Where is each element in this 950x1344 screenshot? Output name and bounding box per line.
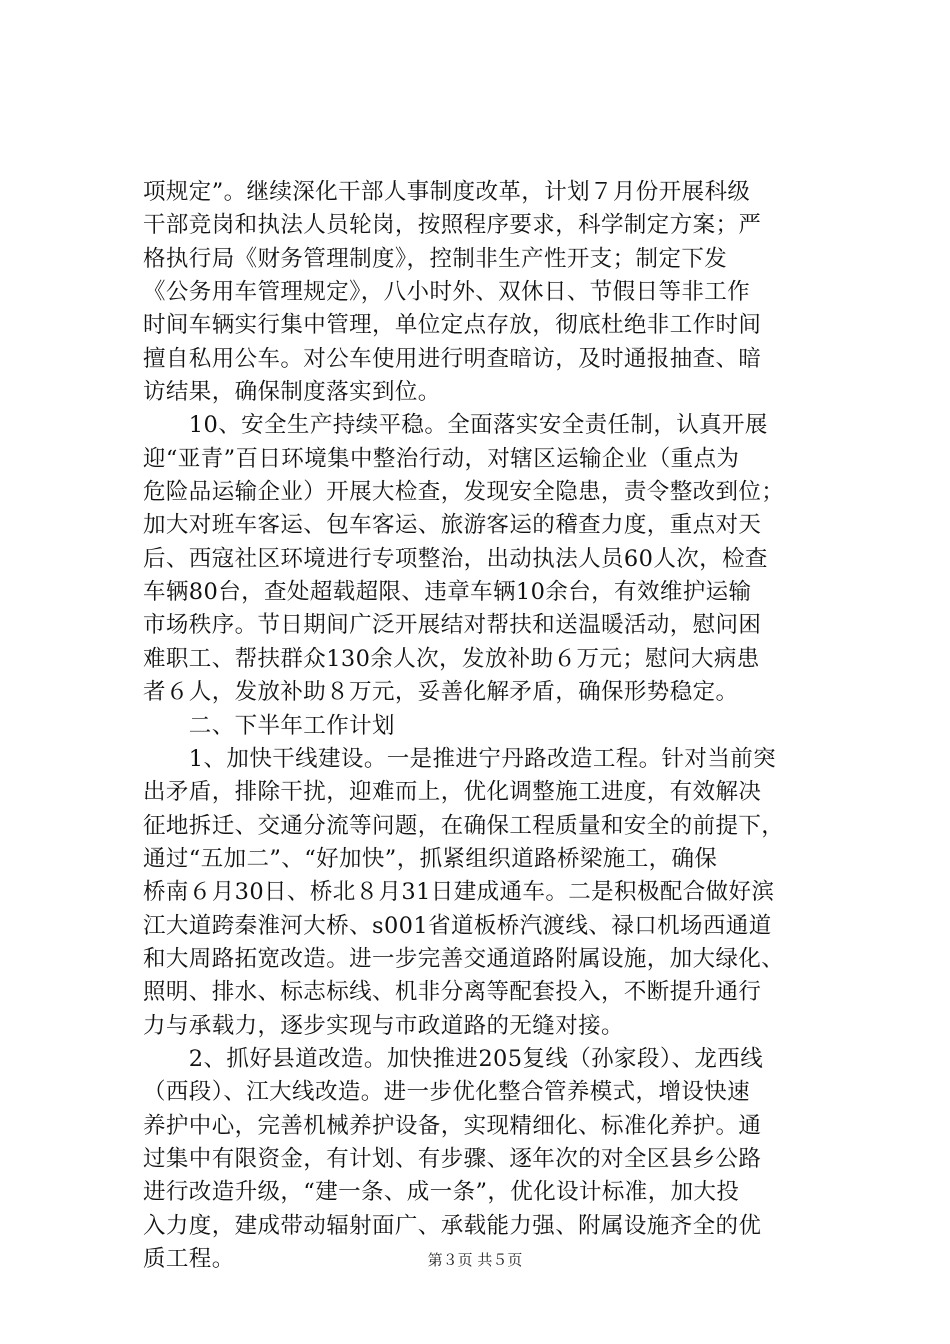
body-text-line: 访结果，确保制度落实到位。 xyxy=(143,379,441,406)
body-text-line: 照明、排水、标志标线、机非分离等配套投入，不断提升通行 xyxy=(143,979,762,1006)
page-number-footer: 第３页 共５页 xyxy=(427,1251,523,1269)
body-text-line: 迎“亚青”百日环境集中整治行动，对辖区运输企业（重点为 xyxy=(143,445,740,472)
body-text-line: 车辆80台，查处超载超限、违章车辆10余台，有效维护运输 xyxy=(143,579,752,606)
body-text-line: 擅自私用公车。对公车使用进行明查暗访，及时通报抽查、暗 xyxy=(143,345,762,372)
body-text-line: 1、加快干线建设。一是推进宁丹路改造工程。针对当前突 xyxy=(143,745,777,772)
body-text-line: 江大道跨秦淮河大桥、s001省道板桥汽渡线、禄口机场西通道 xyxy=(143,912,772,939)
body-text-line: 后、西寇社区环境进行专项整治，出动执法人员60人次，检查 xyxy=(143,545,768,572)
body-text-line: 项规定”。继续深化干部人事制度改革，计划７月份开展科级 xyxy=(143,179,751,205)
body-text-line: 危险品运输企业）开展大检查，发现安全隐患，责令整改到位； xyxy=(143,479,785,506)
body-text-line: 通过“五加二”、“好加快”，抓紧组织道路桥梁施工，确保 xyxy=(143,845,718,872)
body-text-line: 和大周路拓宽改造。进一步完善交通道路附属设施，加大绿化、 xyxy=(143,945,785,972)
body-text-line: 时间车辆实行集中管理，单位定点存放，彻底杜绝非工作时间 xyxy=(143,312,762,339)
body-text-line: 质工程。 xyxy=(143,1246,235,1272)
body-text-line: 者６人，发放补助８万元，妥善化解矛盾，确保形势稳定。 xyxy=(143,679,739,706)
body-text-line: 力与承载力，逐步实现与市政道路的无缝对接。 xyxy=(143,1012,624,1039)
body-text-line: （西段）、江大线改造。进一步优化整合管养模式，增设快速 xyxy=(143,1079,751,1106)
body-text-line: 《公务用车管理规定》，八小时外、双休日、节假日等非工作 xyxy=(143,279,751,306)
body-text-line: 干部竞岗和执法人员轮岗，按照程序要求，科学制定方案；严 xyxy=(143,212,762,239)
body-text-line: 养护中心，完善机械养护设备，实现精细化、标准化养护。通 xyxy=(143,1112,762,1139)
body-text-line: 征地拆迁、交通分流等问题，在确保工程质量和安全的前提下， xyxy=(143,812,785,839)
body-text-line: 出矛盾，排除干扰，迎难而上，优化调整施工进度，有效解决 xyxy=(143,779,762,806)
body-text-line: 桥南６月30日、桥北８月31日建成通车。二是积极配合做好滨 xyxy=(143,879,775,906)
document-body xyxy=(143,176,833,1276)
body-text-line: 难职工、帮扶群众130余人次，发放补助６万元；慰问大病患 xyxy=(143,645,760,672)
body-text-line: 过集中有限资金，有计划、有步骤、逐年次的对全区县乡公路 xyxy=(143,1145,762,1172)
body-text-line: 2、抓好县道改造。加快推进205复线（孙家段）、龙西线 xyxy=(143,1045,764,1072)
body-text-line: 进行改造升级，“建一条、成一条”，优化设计标准，加大投 xyxy=(143,1179,740,1206)
body-text-line: 格执行局《财务管理制度》，控制非生产性开支；制定下发 xyxy=(143,245,728,272)
body-text-line: 加大对班车客运、包车客运、旅游客运的稽查力度，重点对天 xyxy=(143,512,762,539)
body-text-line: 10、安全生产持续平稳。全面落实安全责任制，认真开展 xyxy=(143,412,768,439)
body-text-line: 二、下半年工作计划 xyxy=(143,712,395,739)
body-text-line: 入力度，建成带动辐射面广、承载能力强、附属设施齐全的优 xyxy=(143,1212,762,1239)
body-text-line: 市场秩序。节日期间广泛开展结对帮扶和送温暖活动，慰问困 xyxy=(143,612,762,639)
